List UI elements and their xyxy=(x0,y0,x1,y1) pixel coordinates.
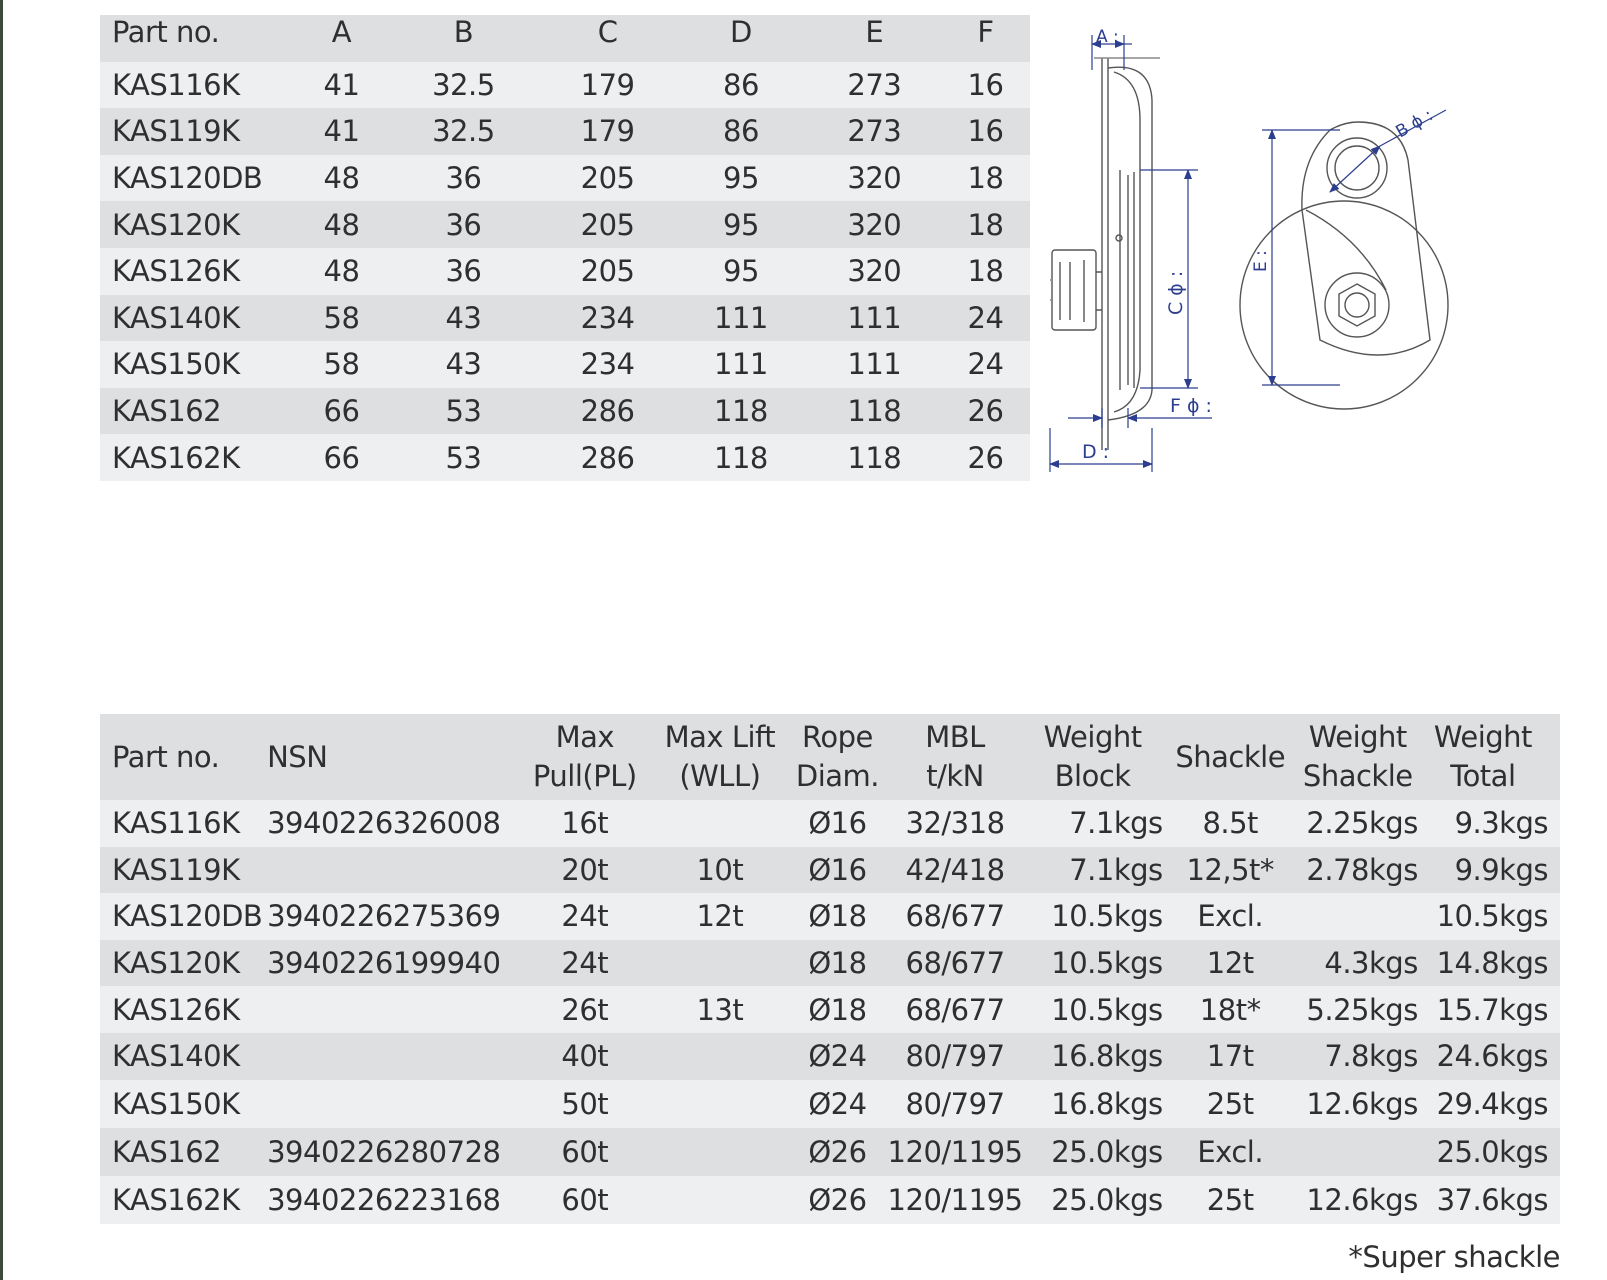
cell-rope-diam: Ø18 xyxy=(808,992,867,1027)
cell-rope-diam: Ø24 xyxy=(808,1086,867,1121)
cell-f: 26 xyxy=(967,440,1004,475)
header-weight-shackle: Weight Shackle xyxy=(1302,720,1413,793)
dimension-a-label: A : xyxy=(1096,27,1119,47)
cell-weight-block: 25.0kgs xyxy=(1051,1134,1163,1169)
cell-weight-block: 16.8kgs xyxy=(1051,1086,1163,1121)
cell-part-no: KAS116K xyxy=(112,806,240,841)
cell-f: 16 xyxy=(967,114,1004,149)
cell-nsn xyxy=(267,847,517,894)
cell-f: 26 xyxy=(967,394,1004,429)
cell-weight-total: 25.0kgs xyxy=(1436,1134,1548,1169)
cell-d: 118 xyxy=(714,440,768,475)
cell-a: 48 xyxy=(323,254,360,289)
dimension-table-row xyxy=(100,201,1030,248)
dimension-table-row xyxy=(100,295,1030,342)
cell-c: 234 xyxy=(580,300,635,335)
cell-max-pull: 20t xyxy=(561,852,609,887)
cell-part-no: KAS119K xyxy=(112,852,240,887)
cell-mbl: 68/677 xyxy=(905,899,1005,934)
cell-e: 111 xyxy=(847,300,902,335)
cell-b: 32.5 xyxy=(432,67,495,102)
dimension-c-label: C ϕ : xyxy=(1165,270,1187,315)
cell-d: 111 xyxy=(714,347,768,382)
cell-mbl: 120/1195 xyxy=(887,1134,1023,1169)
cell-c: 179 xyxy=(580,67,635,102)
cell-weight-block: 10.5kgs xyxy=(1051,992,1163,1027)
header-shackle: Shackle xyxy=(1175,739,1286,774)
cell-weight-shackle xyxy=(1298,893,1418,940)
cell-b: 43 xyxy=(445,347,482,382)
cell-e: 320 xyxy=(847,254,902,289)
cell-b: 53 xyxy=(445,394,482,429)
cell-max-lift xyxy=(652,1128,787,1176)
cell-part-no: KAS150K xyxy=(112,1086,240,1121)
cell-shackle: 12t xyxy=(1206,946,1254,981)
cell-part-no: KAS162 xyxy=(112,394,222,429)
cell-weight-total: 9.9kgs xyxy=(1454,852,1548,887)
cell-weight-total: 9.3kgs xyxy=(1454,806,1548,841)
cell-d: 95 xyxy=(723,207,759,242)
cell-max-pull: 60t xyxy=(561,1182,609,1217)
specification-table-row xyxy=(100,893,1560,940)
side-view-drawing xyxy=(1050,58,1160,450)
cell-max-lift xyxy=(652,1080,787,1128)
cell-weight-total: 29.4kgs xyxy=(1436,1086,1548,1121)
cell-rope-diam: Ø18 xyxy=(808,899,867,934)
cell-weight-shackle: 4.3kgs xyxy=(1324,946,1418,981)
cell-rope-diam: Ø26 xyxy=(808,1134,867,1169)
cell-e: 273 xyxy=(847,114,902,149)
cell-rope-diam: Ø24 xyxy=(808,1039,867,1074)
cell-d: 86 xyxy=(723,67,759,102)
cell-d: 95 xyxy=(723,254,759,289)
cell-mbl: 120/1195 xyxy=(887,1182,1023,1217)
cell-part-no: KAS120K xyxy=(112,207,240,242)
dimension-table xyxy=(100,15,1030,481)
cell-weight-total: 24.6kgs xyxy=(1436,1039,1548,1074)
cell-c: 286 xyxy=(580,394,635,429)
cell-a: 48 xyxy=(323,207,360,242)
cell-weight-block: 25.0kgs xyxy=(1051,1182,1163,1217)
dimension-b-label: B ϕ : xyxy=(1392,105,1437,143)
cell-mbl: 80/797 xyxy=(905,1039,1005,1074)
cell-rope-diam: Ø16 xyxy=(808,852,867,887)
cell-part-no: KAS150K xyxy=(112,347,240,382)
header-a: A xyxy=(331,15,352,49)
cell-weight-block: 7.1kgs xyxy=(1069,852,1163,887)
header-b: B xyxy=(453,15,474,49)
cell-shackle: 12,5t* xyxy=(1186,852,1274,887)
cell-rope-diam: Ø26 xyxy=(808,1182,867,1217)
specification-table-row xyxy=(100,800,1560,847)
specification-table-row xyxy=(100,940,1560,987)
cell-weight-block: 7.1kgs xyxy=(1069,806,1163,841)
cell-part-no: KAS162 xyxy=(112,1134,222,1169)
cell-c: 205 xyxy=(580,161,635,196)
cell-c: 205 xyxy=(580,207,635,242)
cell-c: 205 xyxy=(580,254,635,289)
cell-max-lift xyxy=(652,940,787,987)
cell-e: 320 xyxy=(847,207,902,242)
cell-max-pull: 40t xyxy=(561,1039,609,1074)
header-d: D xyxy=(730,15,752,49)
cell-e: 273 xyxy=(847,67,902,102)
cell-shackle: 18t* xyxy=(1199,992,1261,1027)
cell-part-no: KAS119K xyxy=(112,114,240,149)
specification-table xyxy=(100,714,1560,1224)
cell-weight-shackle: 2.25kgs xyxy=(1306,806,1418,841)
header-mbl: MBL t/kN xyxy=(925,720,985,793)
cell-f: 24 xyxy=(967,300,1004,335)
dimension-table-row xyxy=(100,248,1030,295)
cell-d: 118 xyxy=(714,394,768,429)
header-nsn: NSN xyxy=(267,739,328,774)
cell-b: 53 xyxy=(445,440,482,475)
dimension-table-row xyxy=(100,108,1030,155)
cell-mbl: 68/677 xyxy=(905,946,1005,981)
block-diagram xyxy=(1040,10,1560,490)
header-weight-block: Weight Block xyxy=(1043,720,1142,793)
cell-b: 43 xyxy=(445,300,482,335)
cell-shackle: 17t xyxy=(1206,1039,1254,1074)
header-max-pull: Max Pull(PL) xyxy=(532,720,637,793)
specification-table-row xyxy=(100,1080,1560,1128)
cell-d: 111 xyxy=(714,300,768,335)
cell-mbl: 42/418 xyxy=(905,852,1005,887)
cell-mbl: 68/677 xyxy=(905,992,1005,1027)
header-weight-total: Weight Total xyxy=(1433,720,1532,793)
cell-b: 36 xyxy=(445,161,482,196)
cell-rope-diam: Ø18 xyxy=(808,946,867,981)
specification-table-row xyxy=(100,1176,1560,1224)
cell-part-no: KAS120K xyxy=(112,946,240,981)
cell-f: 16 xyxy=(967,67,1004,102)
header-f: F xyxy=(977,15,994,49)
cell-weight-shackle: 7.8kgs xyxy=(1324,1039,1418,1074)
cell-a: 58 xyxy=(323,347,360,382)
cell-nsn xyxy=(267,1033,517,1080)
cell-nsn: 3940226275369 xyxy=(267,899,501,934)
cell-max-lift: 12t xyxy=(696,899,744,934)
dimension-table-header-row xyxy=(100,15,1030,62)
cell-a: 41 xyxy=(323,114,360,149)
cell-b: 36 xyxy=(445,254,482,289)
cell-e: 320 xyxy=(847,161,902,196)
cell-max-pull: 24t xyxy=(561,946,609,981)
cell-max-lift xyxy=(652,1033,787,1080)
cell-e: 118 xyxy=(847,394,902,429)
footnote: *Super shackle xyxy=(1348,1240,1560,1274)
dimension-table-row xyxy=(100,155,1030,202)
header-max-lift: Max Lift (WLL) xyxy=(664,720,776,793)
cell-e: 111 xyxy=(847,347,902,382)
cell-part-no: KAS162K xyxy=(112,440,240,475)
cell-d: 95 xyxy=(723,161,759,196)
cell-a: 58 xyxy=(323,300,360,335)
cell-max-pull: 50t xyxy=(561,1086,609,1121)
cell-max-lift: 10t xyxy=(696,852,744,887)
cell-max-lift: 13t xyxy=(696,992,744,1027)
cell-weight-shackle: 12.6kgs xyxy=(1306,1086,1418,1121)
cell-c: 179 xyxy=(580,114,635,149)
header-c: C xyxy=(597,15,618,49)
cell-weight-total: 10.5kgs xyxy=(1436,899,1548,934)
cell-nsn xyxy=(267,1080,517,1128)
specification-table-header-row xyxy=(100,714,1560,800)
cell-max-lift xyxy=(652,1176,787,1224)
cell-nsn: 3940226199940 xyxy=(267,946,501,981)
header-rope-diam: Rope Diam. xyxy=(795,720,880,793)
cell-weight-shackle: 5.25kgs xyxy=(1306,992,1418,1027)
specification-table-row xyxy=(100,847,1560,894)
header-part-no: Part no. xyxy=(112,739,220,774)
cell-nsn: 3940226280728 xyxy=(267,1134,501,1169)
cell-weight-shackle: 12.6kgs xyxy=(1306,1182,1418,1217)
cell-max-lift xyxy=(652,800,787,847)
dimension-e xyxy=(1262,130,1340,385)
cell-rope-diam: Ø16 xyxy=(808,806,867,841)
cell-a: 66 xyxy=(323,440,360,475)
specification-table-row xyxy=(100,1128,1560,1176)
cell-a: 48 xyxy=(323,161,360,196)
cell-d: 86 xyxy=(723,114,759,149)
cell-b: 36 xyxy=(445,207,482,242)
cell-part-no: KAS126K xyxy=(112,254,240,289)
cell-max-pull: 60t xyxy=(561,1134,609,1169)
cell-c: 234 xyxy=(580,347,635,382)
cell-part-no: KAS162K xyxy=(112,1182,240,1217)
header-part-no: Part no. xyxy=(112,15,220,49)
cell-weight-shackle: 2.78kgs xyxy=(1306,852,1418,887)
cell-max-pull: 26t xyxy=(561,992,609,1027)
cell-f: 18 xyxy=(967,207,1004,242)
cell-nsn: 3940226223168 xyxy=(267,1182,501,1217)
cell-shackle: Excl. xyxy=(1197,899,1264,934)
cell-mbl: 32/318 xyxy=(905,806,1005,841)
cell-max-pull: 16t xyxy=(561,806,609,841)
cell-b: 32.5 xyxy=(432,114,495,149)
cell-weight-total: 15.7kgs xyxy=(1436,992,1548,1027)
front-view-drawing xyxy=(1240,122,1448,409)
cell-c: 286 xyxy=(580,440,635,475)
cell-shackle: 8.5t xyxy=(1202,806,1258,841)
dimension-d-label: D : xyxy=(1082,441,1110,463)
cell-weight-total: 14.8kgs xyxy=(1436,946,1548,981)
cell-shackle: 25t xyxy=(1206,1182,1254,1217)
cell-weight-shackle xyxy=(1298,1128,1418,1176)
cell-nsn: 3940226326008 xyxy=(267,806,501,841)
dimension-table-row xyxy=(100,434,1030,481)
dimension-table-row xyxy=(100,341,1030,388)
cell-shackle: 25t xyxy=(1206,1086,1254,1121)
specification-table-row xyxy=(100,986,1560,1033)
cell-weight-block: 10.5kgs xyxy=(1051,946,1163,981)
cell-weight-block: 16.8kgs xyxy=(1051,1039,1163,1074)
dimension-table-row xyxy=(100,388,1030,435)
cell-part-no: KAS140K xyxy=(112,300,240,335)
header-e: E xyxy=(865,15,884,49)
cell-part-no: KAS120DB xyxy=(112,899,263,934)
cell-part-no: KAS126K xyxy=(112,992,240,1027)
cell-f: 18 xyxy=(967,254,1004,289)
cell-weight-total: 37.6kgs xyxy=(1436,1182,1548,1217)
cell-a: 41 xyxy=(323,67,360,102)
cell-shackle: Excl. xyxy=(1197,1134,1264,1169)
cell-mbl: 80/797 xyxy=(905,1086,1005,1121)
specification-table-row xyxy=(100,1033,1560,1080)
cell-part-no: KAS140K xyxy=(112,1039,240,1074)
cell-weight-block: 10.5kgs xyxy=(1051,899,1163,934)
page-left-border xyxy=(0,0,3,1280)
cell-part-no: KAS116K xyxy=(112,67,240,102)
cell-e: 118 xyxy=(847,440,902,475)
cell-nsn xyxy=(267,986,517,1033)
cell-f: 18 xyxy=(967,161,1004,196)
cell-a: 66 xyxy=(323,394,360,429)
dimension-f-label: F ϕ : xyxy=(1170,395,1212,417)
dimension-e-label: E : xyxy=(1251,250,1271,272)
cell-part-no: KAS120DB xyxy=(112,161,263,196)
dimension-table-row xyxy=(100,62,1030,109)
cell-max-pull: 24t xyxy=(561,899,609,934)
cell-f: 24 xyxy=(967,347,1004,382)
